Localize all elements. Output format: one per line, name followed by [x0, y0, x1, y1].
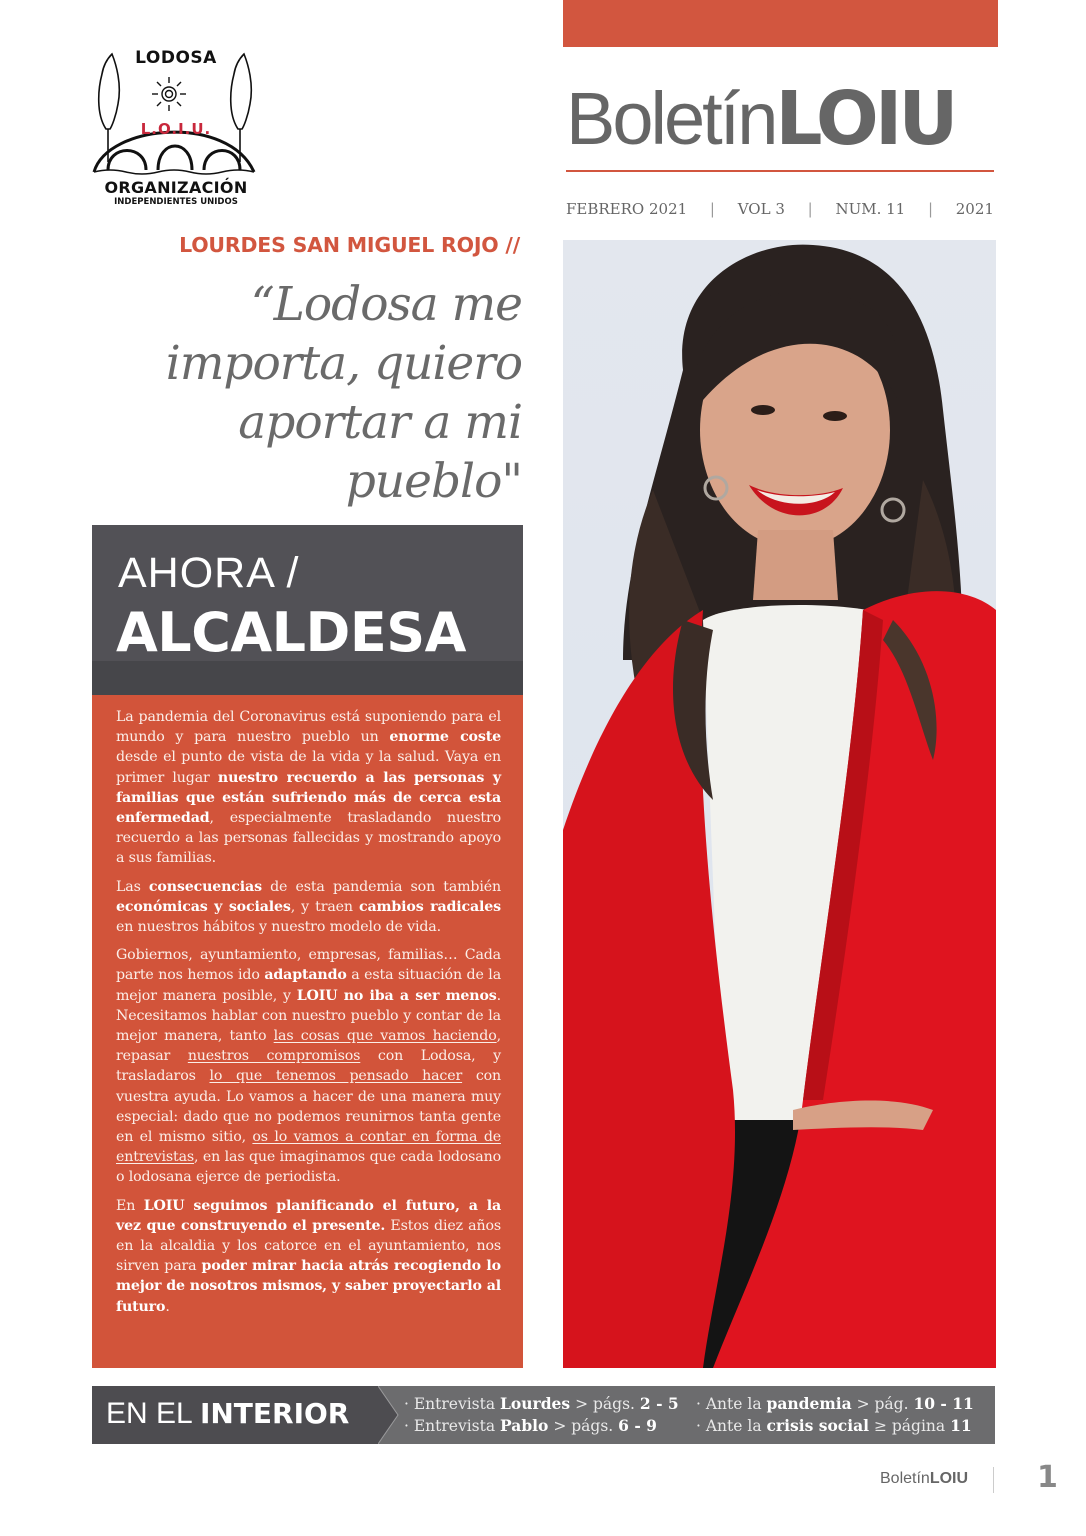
meta-separator: | [807, 200, 813, 218]
bold-run: nuestro recuerdo a las personas y familias que están sufriendo más de cerca esta enfermedad [116, 769, 501, 827]
loiu-logo [88, 44, 264, 214]
logo-org-line2: INDEPENDIENTES UNIDOS [114, 197, 238, 207]
contents-bold: 10 - 11 [913, 1394, 974, 1413]
footer-brand-light: Boletín [880, 1470, 930, 1487]
underlined-run: las cosas que vamos haciendo [273, 1028, 497, 1045]
logo-acronym: L.O.I.U. [140, 120, 212, 138]
bold-run: LOIU no iba a ser menos [296, 987, 497, 1004]
issue-year: 2021 [955, 200, 994, 218]
contents-bold: Pablo [500, 1416, 549, 1435]
inside-label-light: EN EL [106, 1397, 200, 1430]
text-run: con Lodosa, y trasladaros [116, 1048, 501, 1085]
underlined-run: os lo vamos a contar en forma de entrevistas [116, 1129, 501, 1166]
text-run: desde el punto de vista de la vida y la salud. Vaya en primer lugar [116, 749, 501, 786]
article-paragraph [116, 877, 501, 938]
article-byline: LOURDES SAN MIGUEL ROJO // [179, 233, 520, 257]
chevron-right-icon [378, 1386, 400, 1444]
quote-line: “Lodosa me [250, 277, 522, 332]
masthead-title-bold: LOIU [775, 76, 955, 162]
portrait-illustration [563, 240, 996, 1368]
masthead-rule [566, 170, 994, 172]
contents-bold: 6 - 9 [618, 1416, 657, 1435]
contents-text: > págs. [548, 1417, 619, 1435]
quote-line: importa, quiero [165, 336, 522, 391]
contents-bold: 11 [950, 1416, 972, 1435]
logo-town: LODOSA [135, 48, 217, 68]
text-run: de esta pandemia son también [261, 878, 501, 895]
contents-text: · Entrevista [404, 1395, 501, 1413]
text-run: La pandemia del Coronavirus está suponiendo para el mundo y para nuestro pueblo un [116, 709, 501, 746]
pull-quote [96, 275, 522, 511]
meta-separator: | [927, 200, 933, 218]
bold-run: adaptando [264, 967, 347, 984]
headline: ALCALDESA [116, 601, 466, 664]
contents-bold: 2 - 5 [639, 1394, 679, 1413]
text-run: a esta situación de la mejor manera posible, y [116, 967, 501, 1004]
inside-contents-bar [92, 1386, 995, 1444]
bold-run: cambios radicales [359, 898, 501, 915]
issue-meta [566, 200, 994, 218]
contents-item[interactable] [404, 1393, 679, 1415]
headline-kicker: AHORA / [118, 549, 300, 597]
inside-label-panel [92, 1386, 379, 1444]
inside-column-2 [696, 1393, 974, 1437]
headline-box [92, 525, 523, 695]
text-run: con vuestra ayuda. Lo vamos a hacer de una manera muy especial: dado que no podemos reunirnos tanta gente en el mismo sitio, [116, 1068, 502, 1146]
quote-line: pueblo" [345, 454, 522, 509]
footer-brand [880, 1470, 968, 1488]
underlined-run: lo que tenemos pensado hacer [209, 1068, 463, 1085]
contents-item[interactable] [696, 1393, 974, 1415]
issue-volume: VOL 3 [737, 200, 785, 218]
bold-run: consecuencias [148, 878, 262, 895]
text-run: en nuestros hábitos y nuestro modelo de vida. [116, 919, 441, 936]
text-run: , especialmente trasladando nuestro recuerdo a las personas fallecidas y mostrando apoyo a sus familias. [116, 810, 501, 867]
issue-date: FEBRERO 2021 [566, 200, 688, 218]
text-run: . Necesitamos hablar con nuestro pueblo y contar de la mejor manera, tanto [116, 987, 501, 1045]
bold-run: LOIU seguimos planificando el futuro, a la vez que construyendo el presente. [116, 1197, 501, 1234]
bold-run: enorme coste [389, 729, 501, 746]
inside-label [106, 1397, 349, 1431]
masthead-title-light: Boletín [566, 77, 776, 160]
bold-run: económicas y sociales [116, 898, 291, 915]
contents-text: > pág. [851, 1395, 914, 1413]
text-run: Las [116, 878, 149, 895]
contents-bold: pandemia [766, 1394, 852, 1413]
contents-item[interactable] [696, 1415, 974, 1437]
quote-line: aportar a mi [238, 395, 522, 450]
top-accent-bar [563, 0, 998, 47]
page-number: 1 [1037, 1460, 1058, 1495]
text-run: , repasar [116, 1028, 501, 1065]
contents-text: · Entrevista [404, 1417, 501, 1435]
inside-column-1 [404, 1393, 679, 1437]
contents-text: ≥ página [869, 1417, 951, 1435]
text-run: . [165, 1298, 170, 1315]
contents-text: · Ante la [696, 1417, 767, 1435]
text-run: Estos diez años en la alcaldia y los catorce en el ayuntamiento, nos sirven para [116, 1217, 501, 1275]
article-paragraph [116, 945, 501, 1187]
meta-separator: | [709, 200, 715, 218]
contents-item[interactable] [404, 1415, 679, 1437]
masthead-title [566, 74, 996, 164]
text-run: En [116, 1197, 144, 1214]
footer-brand-bold: LOIU [929, 1470, 969, 1487]
text-run: Gobiernos, ayuntamiento, empresas, familias… Cada parte nos hemos ido [116, 947, 501, 984]
text-run: , en las que imaginamos que cada lodosano o lodosana ejerce de periodista. [116, 1149, 501, 1186]
article-paragraph [116, 1196, 501, 1317]
contents-text: · Ante la [696, 1395, 767, 1413]
text-run: , y traen [290, 898, 360, 915]
logo-org-line1: ORGANIZACIÓN [104, 178, 248, 197]
contents-bold: Lourdes [500, 1394, 571, 1413]
underlined-run: nuestros compromisos [187, 1048, 361, 1065]
article-body [92, 695, 523, 1368]
bold-run: poder mirar hacia atrás recogiendo lo mejor de nosotros mismos, y saber proyectarlo al futuro [116, 1258, 501, 1315]
contents-text: > págs. [570, 1395, 640, 1413]
portrait-photo [563, 240, 996, 1368]
contents-bold: crisis social [766, 1416, 870, 1435]
inside-label-bold: INTERIOR [199, 1397, 350, 1430]
issue-number: NUM. 11 [835, 200, 906, 218]
article-paragraph [116, 707, 501, 869]
footer-divider [993, 1467, 994, 1493]
